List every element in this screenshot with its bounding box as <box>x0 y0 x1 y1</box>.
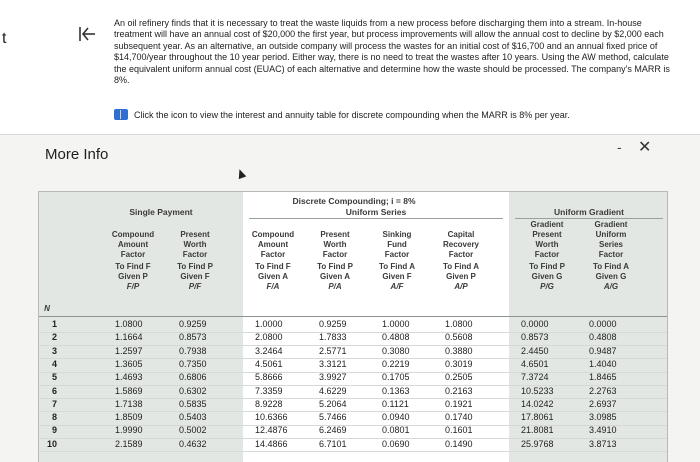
table-cell: 0.8573 <box>179 332 207 343</box>
n-column-header: N <box>44 304 50 313</box>
table-cell: 0.1490 <box>445 438 473 449</box>
column-header-1 <box>101 230 165 292</box>
column-header-line: Factor <box>448 250 474 259</box>
table-cell: 0.4808 <box>382 332 410 343</box>
column-header-line: Factor <box>384 250 410 259</box>
column-header-line: To Find F <box>115 262 151 271</box>
table-cell: 1.4040 <box>589 358 617 369</box>
column-header-line: To Find P <box>177 262 213 271</box>
table-cell: 1.7833 <box>319 332 347 343</box>
table-cell: 1.0800 <box>115 319 143 329</box>
group-uniform-series: Uniform Series <box>345 207 407 217</box>
table-cell: 3.4910 <box>589 425 617 436</box>
table-cell: 0.0801 <box>382 425 410 436</box>
table-cell: 7.3359 <box>255 385 283 396</box>
row-n: 10 <box>46 438 57 449</box>
problem-statement: An oil refinery finds that it is necessary to treat the waste liquids from a new process before discharging them into a stream. In-house treatment will have an annual cost of $20,000 the first year, but process improvements will allow the annual cost to decline by $2,000 each subsequent year. As an alternative, an outside company will process the wastes for an initial cost of $16,700 and an annual fixed price of $14,700/year throughout the 10 year period. Either way, there is no need to treat the wastes after 10 years. Using the AW method, calculate the equivalent uniform annual cost (EUAC) of each alternative and determine how the waste should be processed. The company's MARR is 8%. <box>114 18 670 86</box>
table-cell: 3.8713 <box>589 438 617 449</box>
table-cell: 2.2763 <box>589 385 617 396</box>
table-cell: 0.0000 <box>521 319 549 329</box>
row-n: 3 <box>51 345 57 356</box>
column-header-line: Given P <box>446 272 476 281</box>
row-n: 2 <box>51 332 57 343</box>
interest-table <box>38 191 668 462</box>
table-cell: 0.3880 <box>445 345 473 356</box>
column-header-line: To Find A <box>593 262 629 271</box>
table-cell: 10.6366 <box>255 412 288 423</box>
column-header-line: Series <box>598 240 624 249</box>
group-uniform-gradient: Uniform Gradient <box>554 207 624 217</box>
column-header-line: Factor <box>182 250 208 259</box>
column-header-line: Given F <box>382 272 412 281</box>
column-header-line: Worth <box>183 240 207 249</box>
column-header-line: Recovery <box>442 240 480 249</box>
row-n: 5 <box>51 372 57 383</box>
table-cell: 0.3019 <box>445 358 473 369</box>
column-header-line: To Find A <box>443 262 479 271</box>
more-info-dialog <box>0 134 700 462</box>
column-header-line: Factor <box>598 250 624 259</box>
table-cell: 4.6501 <box>521 358 549 369</box>
table-title: Discrete Compounding; i = 8% <box>292 196 416 206</box>
table-row <box>39 399 668 412</box>
column-header-line: Given A <box>258 272 288 281</box>
table-row <box>39 332 668 345</box>
sidebar-letter: t <box>2 30 7 47</box>
table-cell: 14.0242 <box>521 398 554 409</box>
column-header-line: Worth <box>323 240 347 249</box>
column-header-line: Given G <box>531 272 563 281</box>
table-cell: 0.2219 <box>382 358 410 369</box>
table-cell: 25.9768 <box>521 438 554 449</box>
table-row <box>39 386 668 399</box>
table-cell: 0.5608 <box>445 332 473 343</box>
table-cell: 0.3080 <box>382 345 410 356</box>
column-header-line: A/F <box>390 282 404 291</box>
table-cell: 1.3605 <box>115 358 143 369</box>
table-cell: 0.5403 <box>179 412 207 423</box>
dialog-title: More Info <box>45 146 109 163</box>
table-cell: 17.8061 <box>521 412 554 423</box>
table-row <box>39 359 668 372</box>
column-header-3 <box>241 230 305 292</box>
table-row <box>39 425 668 438</box>
table-cell: 1.8465 <box>589 372 617 383</box>
column-header-line: Sinking <box>382 230 412 239</box>
table-cell: 0.8573 <box>521 332 549 343</box>
table-cell: 0.9487 <box>589 345 617 356</box>
hint-text: Click the icon to view the interest and annuity table for discrete compounding when the MARR is 8% per year. <box>134 109 570 120</box>
hint-line <box>114 109 570 120</box>
column-header-line: Factor <box>260 250 286 259</box>
table-cell: 12.4876 <box>255 425 288 436</box>
table-cell: 3.2464 <box>255 345 283 356</box>
table-cell: 0.1601 <box>445 425 473 436</box>
table-row <box>39 439 668 452</box>
column-header-line: Gradient <box>530 220 564 229</box>
question-panel <box>30 0 700 134</box>
row-n: 8 <box>51 412 57 423</box>
table-cell: 0.0000 <box>589 319 617 329</box>
table-cell: 5.7466 <box>319 412 347 423</box>
column-header-line: A/G <box>603 282 619 291</box>
column-header-6 <box>429 230 493 292</box>
table-cell: 5.2064 <box>319 398 347 409</box>
column-header-line: Uniform <box>595 230 627 239</box>
table-cell: 2.5771 <box>319 345 347 356</box>
table-cell: 0.2163 <box>445 385 473 396</box>
table-cell: 1.7138 <box>115 398 143 409</box>
table-cell: 1.8509 <box>115 412 143 423</box>
column-header-line: F/A <box>266 282 280 291</box>
uniform-series-rule <box>249 218 503 219</box>
row-n: 4 <box>51 358 57 369</box>
table-cell: 1.0000 <box>382 319 410 329</box>
column-header-line: Amount <box>257 240 289 249</box>
column-header-line: P/G <box>540 282 554 291</box>
column-header-line: Amount <box>117 240 149 249</box>
column-header-line: Compound <box>251 230 295 239</box>
column-header-line: F/P <box>126 282 140 291</box>
header-rule <box>39 316 668 317</box>
table-row <box>39 412 668 425</box>
column-header-line: Factor <box>534 250 560 259</box>
table-cell: 2.4450 <box>521 345 549 356</box>
table-row <box>39 319 668 332</box>
table-cell: 0.6806 <box>179 372 207 383</box>
row-n: 6 <box>51 385 57 396</box>
table-cell: 0.4808 <box>589 332 617 343</box>
column-header-line: Fund <box>387 240 407 249</box>
column-header-line: Capital <box>447 230 475 239</box>
table-cell: 4.5061 <box>255 358 283 369</box>
table-cell: 0.2505 <box>445 372 473 383</box>
column-header-line: Present <box>180 230 210 239</box>
table-cell: 3.3121 <box>319 358 347 369</box>
column-header-line: Given G <box>595 272 627 281</box>
close-button[interactable]: ✕ <box>638 139 652 156</box>
table-cell: 5.8666 <box>255 372 283 383</box>
column-header-7 <box>515 220 579 292</box>
table-row <box>39 346 668 359</box>
table-cell: 3.9927 <box>319 372 347 383</box>
table-cell: 0.6302 <box>179 385 207 396</box>
column-header-5 <box>365 230 429 292</box>
table-cell: 1.0800 <box>445 319 473 329</box>
column-header-line: To Find A <box>379 262 415 271</box>
table-cell: 0.1121 <box>382 398 409 409</box>
table-cell: 10.5233 <box>521 385 554 396</box>
column-header-line: Given P <box>118 272 148 281</box>
table-cell: 8.9228 <box>255 398 283 409</box>
column-header-line: Compound <box>111 230 155 239</box>
table-cell: 0.5002 <box>179 425 207 436</box>
column-header-line: To Find P <box>529 262 565 271</box>
group-single-payment: Single Payment <box>129 207 193 217</box>
row-n: 9 <box>51 425 57 436</box>
column-header-line: Present <box>532 230 562 239</box>
table-cell: 0.7938 <box>179 345 207 356</box>
table-cell: 0.5835 <box>179 398 207 409</box>
table-cell: 1.0000 <box>255 319 283 329</box>
table-cell: 0.1740 <box>445 412 473 423</box>
table-cell: 0.1363 <box>382 385 410 396</box>
table-book-icon[interactable] <box>114 109 128 120</box>
column-header-line: Present <box>320 230 350 239</box>
table-cell: 0.4632 <box>179 438 207 449</box>
column-header-line: Worth <box>535 240 559 249</box>
column-header-line: A/P <box>454 282 468 291</box>
table-cell: 6.7101 <box>319 438 347 449</box>
table-cell: 0.9259 <box>319 319 347 329</box>
column-header-line: Factor <box>322 250 348 259</box>
row-n: 7 <box>51 398 57 409</box>
table-cell: 2.6937 <box>589 398 617 409</box>
table-cell: 14.4866 <box>255 438 288 449</box>
column-header-line: To Find P <box>317 262 353 271</box>
table-cell: 1.9990 <box>115 425 143 436</box>
table-cell: 7.3724 <box>521 372 549 383</box>
mouse-cursor-icon <box>236 168 247 179</box>
column-header-2 <box>163 230 227 292</box>
gradient-rule <box>515 218 663 219</box>
table-cell: 0.1705 <box>382 372 410 383</box>
column-header-line: To Find F <box>255 262 291 271</box>
table-cell: 2.0800 <box>255 332 283 343</box>
table-cell: 1.2597 <box>115 345 143 356</box>
table-cell: 1.5869 <box>115 385 143 396</box>
table-row <box>39 372 668 385</box>
table-cell: 1.1664 <box>115 332 143 343</box>
table-cell: 21.8081 <box>521 425 554 436</box>
column-header-4 <box>303 230 367 292</box>
column-header-line: Given F <box>180 272 210 281</box>
column-header-8 <box>579 220 643 292</box>
column-header-line: Factor <box>120 250 146 259</box>
row-n: 1 <box>51 319 57 329</box>
column-header-line: P/F <box>188 282 202 291</box>
table-cell: 3.0985 <box>589 412 617 423</box>
table-cell: 0.9259 <box>179 319 207 329</box>
column-header-line: Gradient <box>594 220 628 229</box>
table-cell: 6.2469 <box>319 425 347 436</box>
column-header-line: Given A <box>320 272 350 281</box>
table-cell: 1.4693 <box>115 372 143 383</box>
column-header-line: P/A <box>328 282 342 291</box>
table-cell: 2.1589 <box>115 438 143 449</box>
table-cell: 0.7350 <box>179 358 207 369</box>
table-cell: 0.0690 <box>382 438 410 449</box>
table-cell: 4.6229 <box>319 385 347 396</box>
minimize-button[interactable]: - <box>617 139 622 155</box>
table-cell: 0.1921 <box>445 398 473 409</box>
collapse-left-icon[interactable] <box>76 24 98 44</box>
table-cell: 0.0940 <box>382 412 410 423</box>
